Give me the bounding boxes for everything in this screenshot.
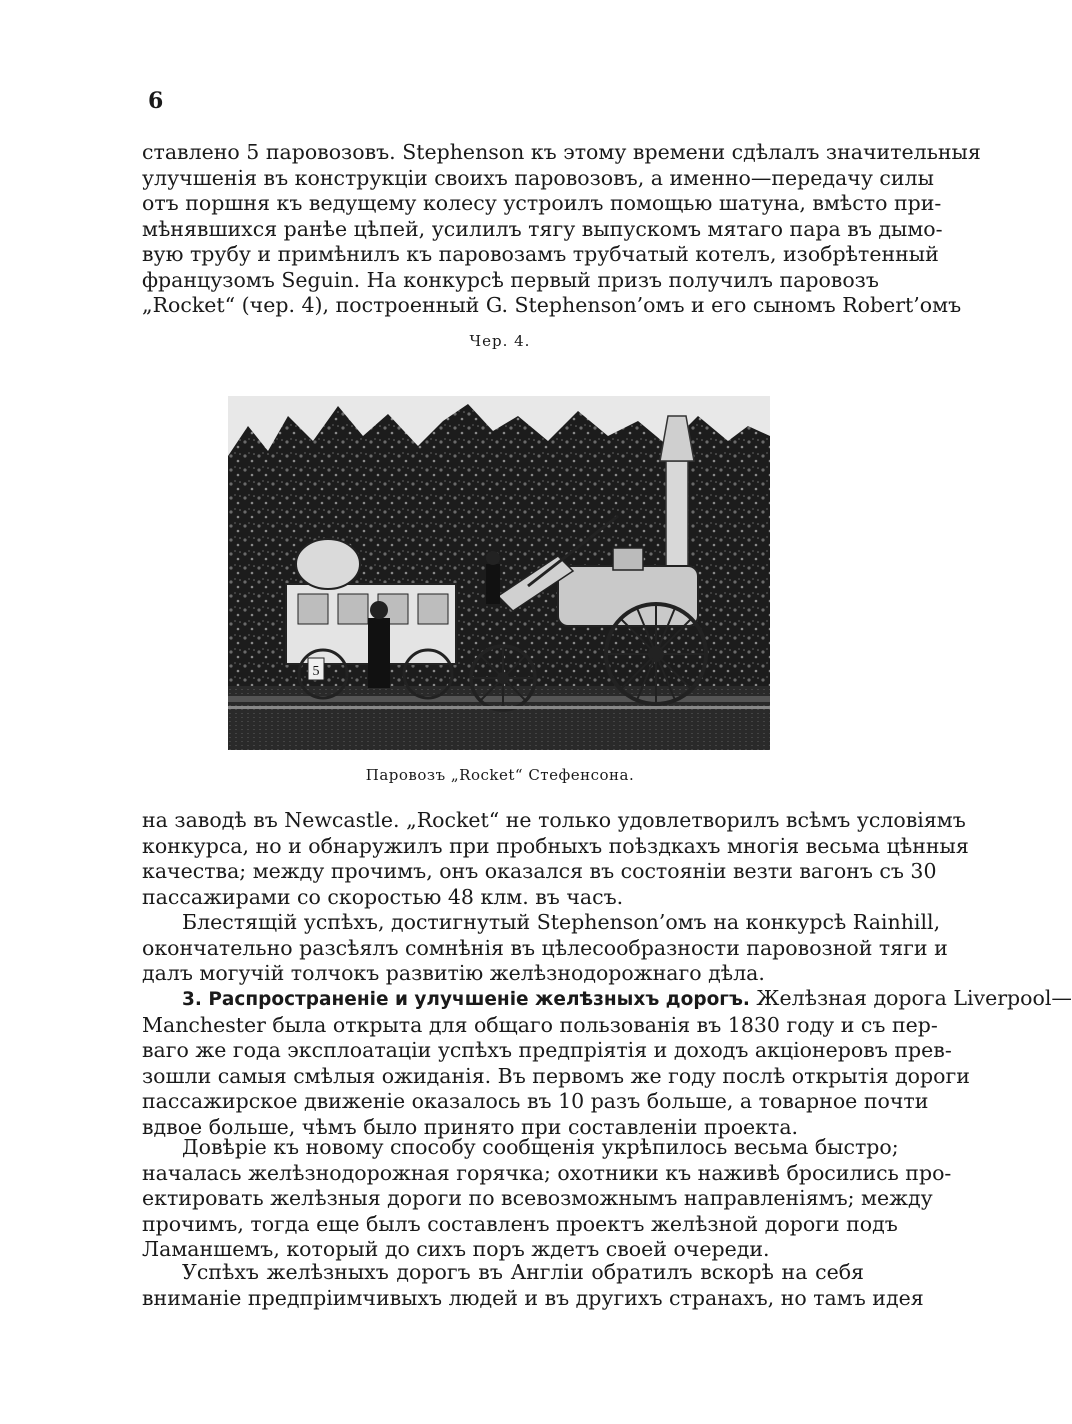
figure-caption: Паровозъ „Rocket“ Стефенсона. [365,766,635,784]
text-line: Manchester была открыта для общаго пользованія въ 1830 году и съ пер- [142,1012,938,1037]
text-line [142,986,1072,1013]
text-line: отъ поршня къ ведущему колесу устроилъ помощью шатуна, вмѣсто при- [142,191,942,215]
text-line: пассажирское движеніе оказалось въ 10 разъ больше, а товарное почти [142,1089,929,1113]
text-line: на заводѣ въ Newcastle. „Rocket“ не только удовлетворилъ всѣмъ условіямъ [142,808,966,832]
text-line: мѣнявшихся ранѣе цѣпей, усилилъ тягу выпускомъ мятаго пара въ дымо- [142,216,943,241]
heading-continuation: Желѣзная дорога Liverpool— [756,986,1072,1010]
figure-label: Чер. 4. [469,332,531,350]
tender-number: 5 [312,664,320,679]
text-line: зошли самыя смѣлыя ожиданія. Въ первомъ же году послѣ открытія дороги [142,1063,970,1088]
paragraph-6 [142,1260,924,1311]
paragraph-2 [142,808,969,910]
text-line: Ламаншемъ, который до сихъ поръ ждетъ своей очереди. [142,1237,770,1261]
text-line: прочимъ, тогда еще былъ составленъ проектъ желѣзной дороги подъ [142,1211,898,1236]
text-line: Блестящій успѣхъ, достигнутый Stephenson’омъ на конкурсѣ Rainhill, [182,910,941,934]
page-number: 6 [148,88,164,114]
paragraph-5 [142,1135,952,1263]
text-line: качества; между прочимъ, онъ оказался въ состояніи везти вагонъ съ 30 [142,859,937,883]
section-heading: 3. Распространеніе и улучшеніе желѣзныхъ дорогъ. [182,989,750,1010]
text-line: вую трубу и примѣнилъ къ паровозамъ трубчатый котелъ, изобрѣтенный [142,242,939,266]
paragraph-1 [142,140,981,319]
text-line: Успѣхъ желѣзныхъ дорогъ въ Англіи обратилъ вскорѣ на себя [182,1260,864,1284]
text-line: „Rocket“ (чер. 4), построенный G. Stephenson’омъ и его сыномъ Robert’омъ [142,293,962,317]
text-line: началась желѣзнодорожная горячка; охотники къ наживѣ бросились про- [142,1160,952,1185]
text-line: окончательно разсѣялъ сомнѣнія въ цѣлесообразности паровозной тяги и [142,935,948,960]
text-line: вниманіе предпріимчивыхъ людей и въ другихъ странахъ, но тамъ идея [142,1285,924,1310]
locomotive-photo [228,396,770,750]
text-line: пассажирами со скоростью 48 клм. въ часъ. [142,884,624,909]
text-line: ставлено 5 паровозовъ. Stephenson къ этому времени сдѣлалъ значительныя [142,140,981,164]
text-line: далъ могучій толчокъ развитію желѣзнодорожнаго дѣла. [142,961,765,985]
text-line: французомъ Seguin. На конкурсѣ первый призъ получилъ паровозъ [142,267,879,292]
text-line: вдвое больше, чѣмъ было принято при составленіи проекта. [142,1114,799,1139]
paragraph-3 [142,910,948,987]
text-line: ектировать желѣзныя дороги по всевозможнымъ направленіямъ; между [142,1186,933,1210]
text-line: Довѣріе къ новому способу сообщенія укрѣпилось весьма быстро; [182,1135,899,1159]
text-line: конкурса, но и обнаружилъ при пробныхъ поѣздкахъ многія весьма цѣнныя [142,833,969,858]
paragraph-4 [142,986,1072,1140]
text-line: улучшенія въ конструкціи своихъ паровозовъ, а именно—передачу силы [142,165,934,190]
text-line: ваго же года эксплоатаціи успѣхъ предпріятія и доходъ акціонеровъ прев- [142,1038,952,1062]
